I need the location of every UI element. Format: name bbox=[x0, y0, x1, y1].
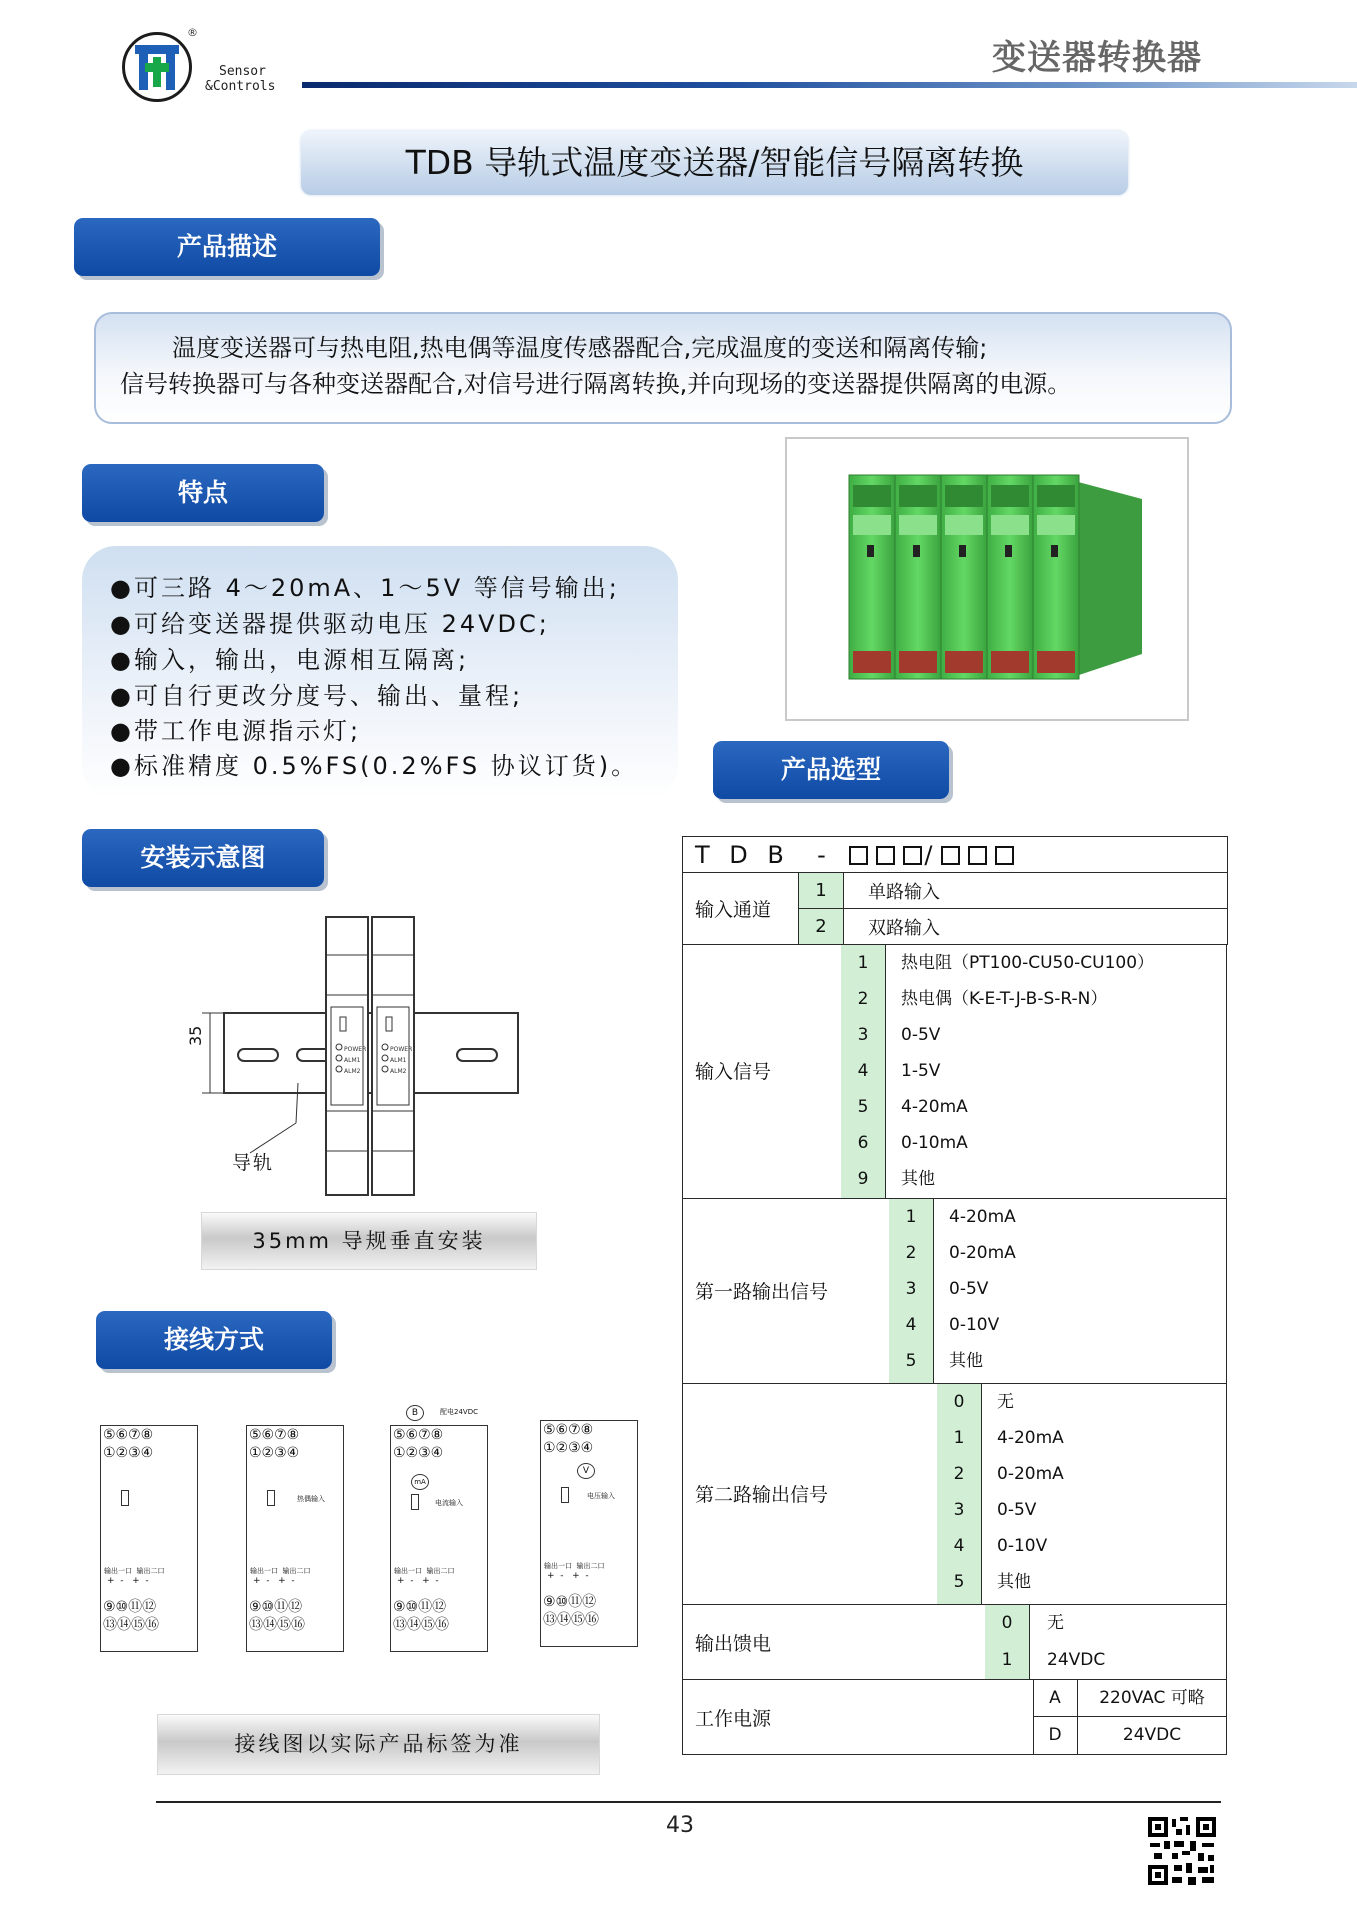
group-label: 输入通道 bbox=[683, 873, 799, 945]
terminal-row-top: ①②③④ bbox=[103, 1445, 154, 1461]
description-line: 温度变送器可与热电阻,热电偶等温度传感器配合,完成温度的变送和隔离传输; bbox=[172, 334, 988, 362]
wiring-diagram bbox=[100, 1425, 198, 1652]
section-tag-install: 安装示意图 bbox=[82, 829, 324, 887]
terminal-row-top: ⑤⑥⑦⑧ bbox=[543, 1422, 594, 1438]
wiring-diagram bbox=[390, 1425, 488, 1652]
qr-code-icon bbox=[1146, 1815, 1218, 1887]
green-modules-illustration bbox=[787, 439, 1187, 719]
terminal-row-bottom: ⑨⑩⑪⑫ bbox=[393, 1599, 447, 1615]
logo-text-line2: &Controls bbox=[205, 79, 276, 94]
wiring-caption: 接线图以实际产品标签为准 bbox=[157, 1714, 600, 1775]
feature-item: ●可给变送器提供驱动电压 24VDC; bbox=[110, 610, 550, 638]
registered-mark: ® bbox=[187, 26, 198, 39]
terminal-row-top: ⑤⑥⑦⑧ bbox=[393, 1427, 444, 1443]
status-window bbox=[121, 1490, 129, 1506]
option-values: 4-20mA 0-20mA 0-5V 0-10V 其他 bbox=[949, 1207, 1016, 1371]
page-number: 43 bbox=[666, 1813, 694, 1838]
group-power bbox=[682, 1680, 1227, 1755]
description-box bbox=[94, 312, 1232, 424]
group-input-signal bbox=[682, 945, 1227, 1199]
voltmeter-icon: V bbox=[577, 1463, 595, 1479]
code-box bbox=[876, 846, 895, 865]
led-label: ALM1 bbox=[390, 1057, 407, 1064]
terminal-row-top: ⑤⑥⑦⑧ bbox=[103, 1427, 154, 1443]
input-label: 热偶输入 bbox=[297, 1495, 325, 1503]
option-value: 单路输入 bbox=[844, 873, 1228, 909]
option-codes: 0 1 2 3 4 5 bbox=[953, 1392, 965, 1592]
model-code-prefix: T D B - bbox=[695, 840, 832, 869]
option-codes: 1 2 3 4 5 bbox=[905, 1207, 917, 1371]
led-label: POWER bbox=[390, 1046, 413, 1053]
feature-item: ●可自行更改分度号、输出、量程; bbox=[110, 682, 524, 710]
group-label: 输出馈电 bbox=[695, 1633, 772, 1655]
input-label: 电压输入 bbox=[587, 1492, 615, 1500]
terminal-row-top: ①②③④ bbox=[543, 1440, 594, 1456]
code-box bbox=[941, 846, 960, 865]
option-codes: 0 1 bbox=[1001, 1613, 1013, 1670]
code-row bbox=[683, 837, 1228, 873]
module-led-labels bbox=[390, 1044, 412, 1077]
group-output1 bbox=[682, 1199, 1227, 1384]
terminal-row-bottom: ⑨⑩⑪⑫ bbox=[543, 1594, 597, 1610]
code-box bbox=[849, 846, 868, 865]
wiring-diagram bbox=[246, 1425, 344, 1652]
company-logo bbox=[122, 32, 192, 102]
status-window bbox=[267, 1490, 275, 1506]
terminal-row-bottom: ⑬⑭⑮⑯ bbox=[543, 1612, 599, 1628]
table-row bbox=[683, 873, 1228, 909]
output-labels: 输出一口 输出二口 bbox=[544, 1562, 605, 1570]
group-label-cell bbox=[683, 945, 842, 1198]
option-codes: A D bbox=[1048, 1688, 1062, 1745]
polarity-labels: + - + - bbox=[547, 1571, 589, 1581]
group-label: 第二路输出信号 bbox=[695, 1484, 829, 1506]
logo-text bbox=[205, 64, 275, 94]
group-output2 bbox=[682, 1384, 1227, 1605]
feed-indicator bbox=[394, 1405, 484, 1421]
feed-label: 配电24VDC bbox=[440, 1408, 478, 1416]
selection-groups bbox=[682, 945, 1227, 1755]
meter-icon: B bbox=[406, 1405, 424, 1421]
status-window bbox=[561, 1487, 569, 1503]
wiring-diagram bbox=[540, 1420, 638, 1647]
led-label: ALM2 bbox=[390, 1068, 407, 1075]
logo-mark-icon bbox=[125, 35, 189, 99]
description-line: 信号转换器可与各种变送器配合,对信号进行隔离转换,并向现场的变送器提供隔离的电源。 bbox=[120, 370, 1072, 398]
option-code: 2 bbox=[799, 909, 844, 945]
polarity-labels: + - + - bbox=[397, 1576, 439, 1586]
logo-text-line1: Sensor bbox=[219, 64, 266, 79]
output-labels: 输出一口 输出二口 bbox=[250, 1567, 311, 1575]
group-feed bbox=[682, 1605, 1227, 1680]
option-value: 双路输入 bbox=[844, 909, 1228, 945]
polarity-labels: + - + - bbox=[253, 1576, 295, 1586]
terminal-row-bottom: ⑬⑭⑮⑯ bbox=[103, 1617, 159, 1633]
polarity-labels: + - + - bbox=[107, 1576, 149, 1586]
feature-item: ●可三路 4～20mA、1～5V 等信号输出; bbox=[110, 574, 620, 602]
option-values: 热电阻（PT100-CU50-CU100） 热电偶（K-E-T-J-B-S-R-N） 0-5V 1-5V 4-20mA 0-10mA 其他 bbox=[901, 953, 1155, 1189]
terminal-row-bottom: ⑬⑭⑮⑯ bbox=[249, 1617, 305, 1633]
feature-item: ●带工作电源指示灯; bbox=[110, 717, 362, 745]
terminal-row-top: ①②③④ bbox=[393, 1445, 444, 1461]
output-labels: 输出一口 输出二口 bbox=[104, 1567, 165, 1575]
option-values: 无 4-20mA 0-20mA 0-5V 0-10V 其他 bbox=[997, 1392, 1064, 1592]
page-title: TDB 导轨式温度变送器/智能信号隔离转换 bbox=[301, 131, 1128, 195]
section-tag-wiring: 接线方式 bbox=[96, 1311, 332, 1369]
option-values: 220VAC 可略 24VDC bbox=[1099, 1688, 1205, 1745]
code-box bbox=[968, 846, 987, 865]
output-labels: 输出一口 输出二口 bbox=[394, 1567, 455, 1575]
group-label: 输入信号 bbox=[695, 1061, 772, 1083]
code-box bbox=[903, 846, 922, 865]
feature-item: ●标准精度 0.5%FS(0.2%FS 协议订货)。 bbox=[110, 752, 639, 780]
option-codes: 1 2 3 4 5 6 9 bbox=[857, 953, 869, 1189]
footer-divider bbox=[156, 1801, 1221, 1803]
led-label: ALM1 bbox=[344, 1057, 361, 1064]
section-tag-description: 产品描述 bbox=[74, 218, 380, 276]
rail-height-label: 35 bbox=[186, 1025, 205, 1046]
led-label: POWER bbox=[344, 1046, 367, 1053]
ammeter-icon: mA bbox=[411, 1474, 429, 1490]
terminal-row-bottom: ⑬⑭⑮⑯ bbox=[393, 1617, 449, 1633]
module-led-labels bbox=[344, 1044, 366, 1077]
code-box bbox=[995, 846, 1014, 865]
option-code: 1 bbox=[799, 873, 844, 909]
led-label: ALM2 bbox=[344, 1068, 361, 1075]
section-tag-selection: 产品选型 bbox=[713, 741, 949, 799]
terminal-row-bottom: ⑨⑩⑪⑫ bbox=[103, 1599, 157, 1615]
model-code: T D B - / bbox=[683, 837, 1228, 873]
section-tag-features: 特点 bbox=[82, 464, 324, 522]
terminal-row-top: ①②③④ bbox=[249, 1445, 300, 1461]
option-values: 无 24VDC bbox=[1047, 1613, 1106, 1670]
group-label: 第一路输出信号 bbox=[695, 1281, 829, 1303]
group-label: 工作电源 bbox=[695, 1708, 772, 1730]
terminal-row-bottom: ⑨⑩⑪⑫ bbox=[249, 1599, 303, 1615]
header-divider bbox=[302, 82, 1357, 88]
input-label: 电流输入 bbox=[435, 1499, 463, 1507]
status-window bbox=[411, 1494, 419, 1510]
rail-label: 导轨 bbox=[232, 1152, 275, 1174]
selection-table bbox=[682, 836, 1228, 945]
product-photo bbox=[785, 437, 1189, 721]
install-caption: 35mm 导规垂直安装 bbox=[201, 1212, 537, 1270]
terminal-row-top: ⑤⑥⑦⑧ bbox=[249, 1427, 300, 1443]
category-title: 变送器转换器 bbox=[992, 38, 1202, 78]
feature-item: ●输入，输出，电源相互隔离; bbox=[110, 646, 470, 674]
